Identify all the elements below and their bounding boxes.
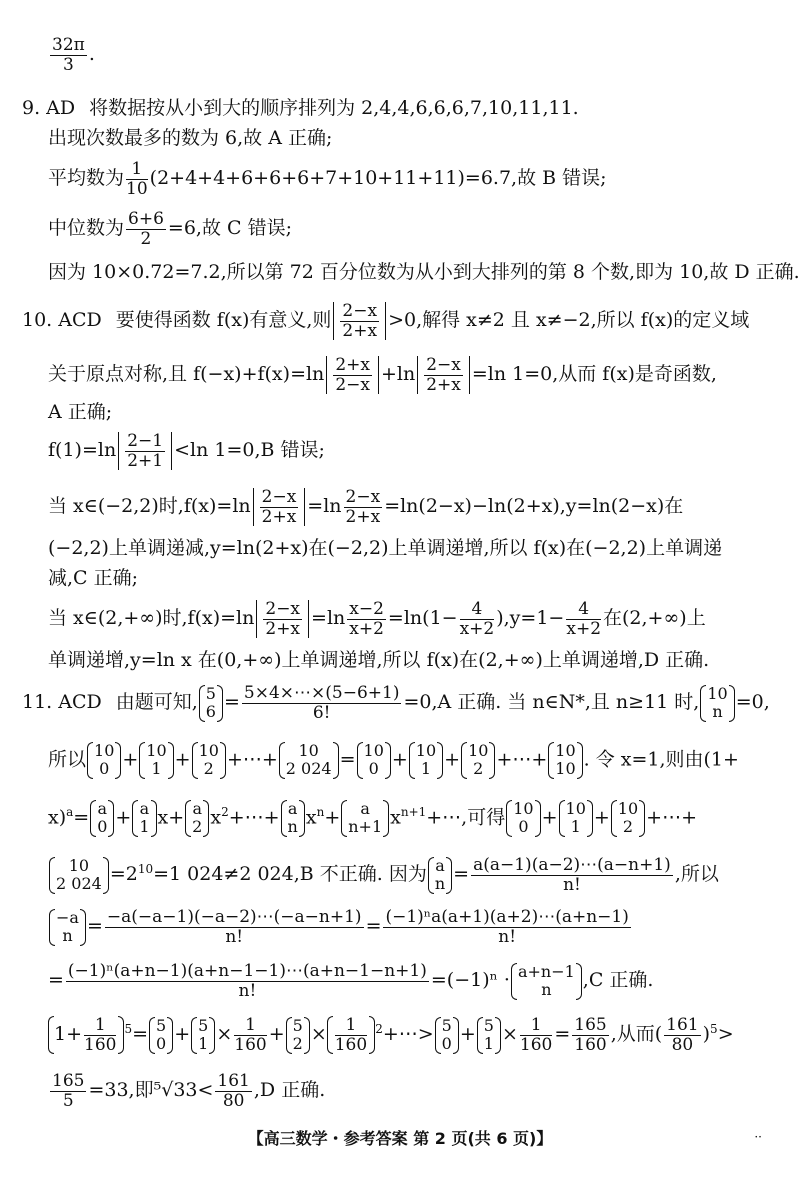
q10-line-9: 单调递增,y=ln x 在(0,+∞)上单调递增,所以 f(x)在(2,+∞)上单调递增,D 正确. (48, 649, 710, 671)
q9-line-5: 因为 10×0.72=7.2,所以第 72 百分位数为从小到大排列的第 8 个数,即为 10,故 D 正确. (48, 261, 800, 283)
q10-line-3: A 正确; (48, 401, 113, 423)
q10-line-4: f(1)=ln $\frac{2-1}{2+1}$ <ln 1=0,B 错误; (48, 431, 325, 471)
q10-line-6: (−2,2)上单调递减,y=ln(2+x)在(−2,2)上单调递增,所以 f(x)在(−2,2)上单调递 (48, 537, 723, 559)
q11-line-4: 10 2 024 $=2^{10}=1$ 024≠2 024,B 不正确. 因为 a n = $\frac{a(a-1)(a-2)\cdots(a-n+1)}{n!}$ ,所以 (48, 856, 770, 894)
q9-line-2: 出现次数最多的数为 6,故 A 正确; (48, 127, 333, 149)
q10-line-7: 减,C 正确; (48, 567, 139, 589)
q11-line-8: $\frac{165}{5}$ =33,即⁵√33< $\frac{161}{80}$ ,D 正确. (52, 1071, 326, 1111)
q11-line-7: 1+ $\frac{1}{160}$ $^5$= 5 0 + 5 1 × $\frac{1}{160}$ + 5 2 × $\frac{1}{160}$ $^2$+⋯> 5 0 + 5 1 × $\frac{1}{160}$ = $\frac{165}{160}$ ,从而( $\frac{161}{80}$ )$^5$> (48, 1016, 770, 1054)
q11-line-1: 11. ACD 由题可知, 5 6 = $\frac{5\times 4\times\cdots\times(5-6+1)}{6!}$ =0,A 正确. 当 n∈N*,且 n≥11 时, 10 n =0, (22, 683, 770, 723)
q9-line-3: 平均数为 $\frac{1}{10}$ (2+4+4+6+6+6+7+10+11+11)=6.7,故 B 错误; (48, 159, 607, 199)
q11-line-2: 所以 10 0 + 10 1 + 10 2 +⋯+ 10 2 024 = 10 0 + 10 1 + 10 2 +⋯+ 10 10 . 令 x=1,则由(1+ (48, 741, 739, 779)
q10-line-5: 当 x∈(−2,2)时,f(x)=ln $\frac{2-x}{2+x}$ =ln $\frac{2-x}{2+x}$ =ln(2−x)−ln(2+x),y=ln(2−x)在 (48, 487, 684, 527)
q9-line-4: 中位数为 $\frac{6+6}{2}$ =6,故 C 错误; (48, 209, 292, 249)
q9-line-1: 9. AD 将数据按从小到大的顺序排列为 2,4,4,6,6,6,7,10,11,11. (22, 97, 579, 119)
q11-line-3: x)$^a$= a 0 + a 1 x+ a 2 $x^2+\cdots+$ a n $x^n+$ a n+1 $x^{n+1}+\cdots$,可得 10 0 + 10 1 + 10 2 +⋯+ (48, 799, 697, 837)
q10-line-2: 关于原点对称,且 f(−x)+f(x)=ln $\frac{2+x}{2-x}$ +ln $\frac{2-x}{2+x}$ =ln 1=0,从而 f(x)是奇函数, (48, 355, 717, 395)
prev-answer: $\frac{32\pi}{3}$ . (52, 35, 95, 75)
q10-line-1: 10. ACD 要使得函数 f(x)有意义,则 $\frac{2-x}{2+x}$ >0,解得 x≠2 且 x≠−2,所以 f(x)的定义域 (22, 301, 750, 341)
q11-line-6: = $\frac{\text{(−1)ⁿ(a+n−1)(a+n−1−1)⋯(a+n−1−n+1)}}{n!}$ =(−1)ⁿ · a+n−1 n ,C 正确. (48, 961, 654, 1001)
page-footer: 【高三数学・参考答案 第 2 页(共 6 页)】 (247, 1129, 553, 1148)
q10-line-8: 当 x∈(2,+∞)时,f(x)=ln $\frac{2-x}{2+x}$ =ln $\frac{x-2}{x+2}$ =ln(1− $\frac{4}{x+2}$ ),y=1− $\frac{4}{x+2}$ 在(2,+∞)上 (48, 599, 706, 639)
fraction: $\frac{32\pi}{3}$ (52, 35, 85, 75)
corner-mark: ·· (754, 1130, 762, 1144)
q11-line-5: −a n = $\frac{-a(-a-1)(-a-2)\cdots(-a-n+1)}{n!}$ = $\frac{\text{(−1)ⁿa(a+1)(a+2)⋯(a+n−1)}}{n!}$ (48, 908, 770, 946)
